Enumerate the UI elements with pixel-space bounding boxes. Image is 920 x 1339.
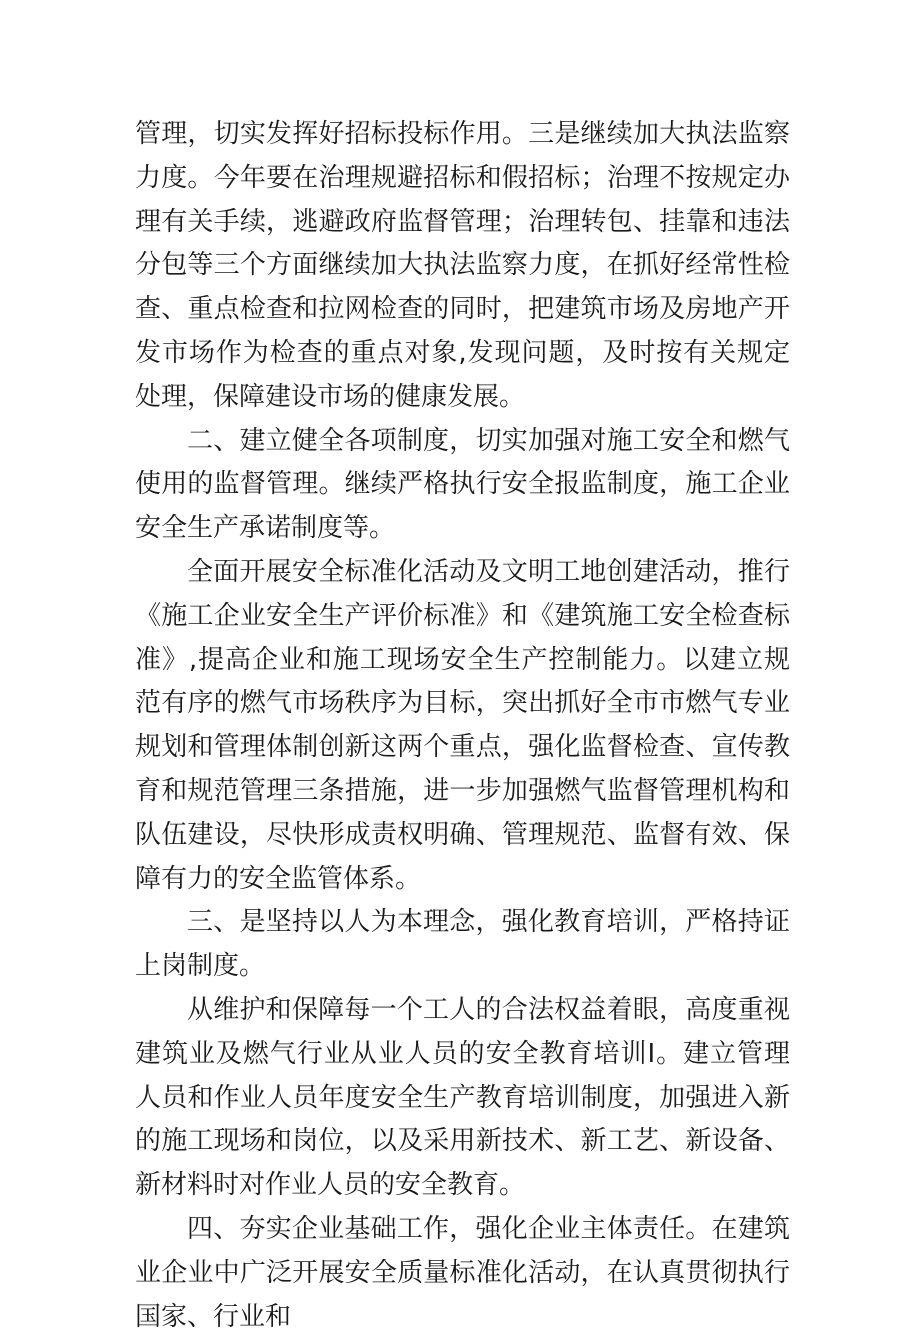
paragraph-standardization: 全面开展安全标准化活动及文明工地创建活动，推行《施工企业安全生产评价标准》和《建筑施工安全检查标准》,提高企业和施工现场安全生产控制能力。以建立规范有序的燃气市场秩序为目标，突出抓好全市市燃气专业规划和管理体制创新这两个重点，强化监督检查、宣传教育和规范管理三条措施，进一步加强燃气监督管理机构和队伍建设，尽快形成责权明确、管理规范、监督有效、保障有力的安全监管体系。 <box>135 556 790 894</box>
paragraph-training: 从维护和保障每一个工人的合法权益着眼，高度重视建筑业及燃气行业从业人员的安全教育培训I。建立管理人员和作业人员年度安全生产教育培训制度，加强进入新的施工现场和岗位，以及采用新技术、新工艺、新设备、新材料时对作业人员的安全教育。 <box>135 994 790 1201</box>
document-body <box>135 113 790 1339</box>
paragraph-section-two: 二、建立健全各项制度，切实加强对施工安全和燃气使用的监督管理。继续严格执行安全报监制度，施工企业安全生产承诺制度等。 <box>135 425 790 544</box>
paragraph-section-four: 四、夯实企业基础工作，强化企业主体责任。在建筑业企业中广泛开展安全质量标准化活动，在认真贯彻执行国家、行业和 <box>135 1213 790 1332</box>
paragraph-continuation: 管理，切实发挥好招标投标作用。三是继续加大执法监察力度。今年要在治理规避招标和假招标；治理不按规定办理有关手续，逃避政府监督管理；治理转包、挂靠和违法分包等三个方面继续加大执法监察力度，在抓好经常性检查、重点检查和拉网检查的同时，把建筑市场及房地产开发市场作为检查的重点对象,发现问题，及时按有关规定处理，保障建设市场的健康发展。 <box>135 119 790 412</box>
paragraph-section-three: 三、是坚持以人为本理念，强化教育培训，严格持证上岗制度。 <box>135 907 790 982</box>
